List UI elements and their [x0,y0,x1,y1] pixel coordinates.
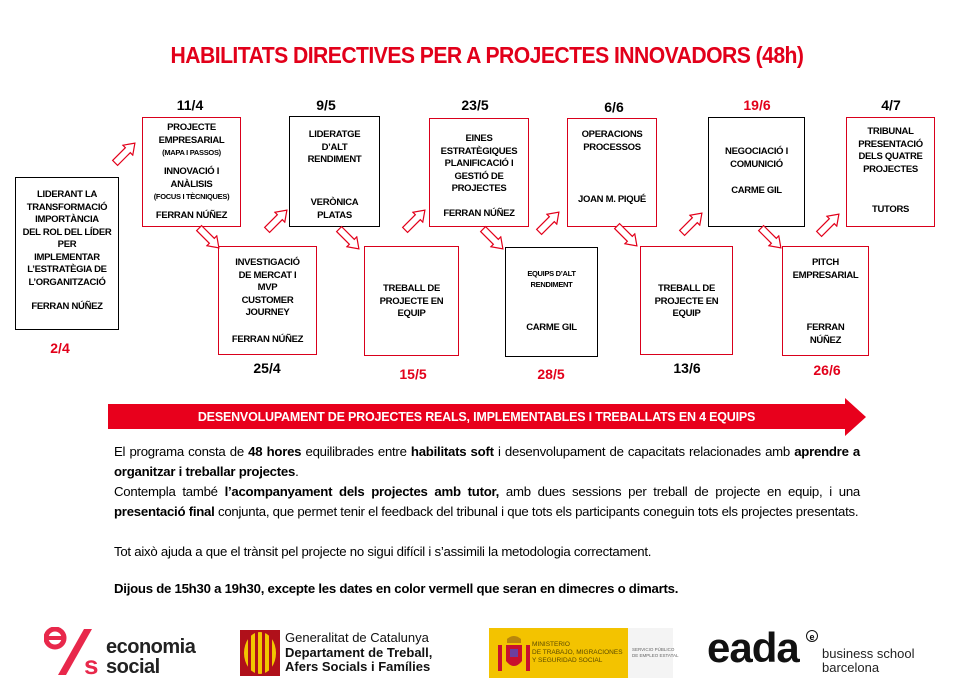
session-box [289,116,380,227]
spain-coat-of-arms-icon [496,631,532,675]
session-topic-line: PER [57,239,77,250]
eada-registered-icon: e [806,630,818,642]
session-speaker: VERÒNICA [310,197,359,208]
session-topic-line: PROCESSOS [583,141,641,153]
schedule-note: Dijous de 15h30 a 19h30, excepte les dates en color vermell que seran en dimecres o dimarts. [114,581,679,596]
session-topic-line: CUSTOMER [241,294,294,306]
generalitat-line2: Departament de Treball, [285,644,433,660]
eada-wordmark: eada [707,624,799,671]
session-topic-line: GESTIÓ DE [454,170,504,182]
session-speaker: FERRAN [806,322,845,333]
session-box [782,246,869,356]
session-date: 2/4 [50,340,70,356]
session-box [15,177,119,330]
session-speaker: NÚÑEZ [809,334,842,346]
description-paragraph-2: Contempla també l’acompanyament dels projectes amb tutor, amb dues sessions per treball de projecte en equip, i una presentació final conjunta, que permet tenir el feedback del tribunal i que tots els participants coneguin tots els projectes presentats. [114,484,860,519]
description-paragraph-3: Tot això ajuda a que el trànsit pel projecte no sigui difícil i s’assimili la metodologia correctament. [114,544,652,559]
session-topic-line: L’ESTRATÈGIA DE [27,264,107,275]
session-topic-line: MVP [257,282,278,293]
session-topic-line: INNOVACIÓ I [163,166,220,177]
page-title: HABILITATS DIRECTIVES PER A PROJECTES INNOVADORS (48h) [170,42,804,68]
arrow-up-right-icon [533,206,566,239]
session-topic-line: TREBALL DE [383,283,440,294]
session-topic-line: ANÀLISIS [170,178,213,190]
session-topic-line: DELS QUATRE [858,151,923,162]
session-topic-line: ESTRATÈGIQUES [440,145,518,157]
session-topic-line: PROJECTE EN [379,295,444,307]
session-topic-line: PROJECTES [451,183,507,194]
session-topic-line: DEL ROL DEL LÍDER [22,226,112,238]
session-date: 11/4 [176,97,204,113]
session-date: 25/4 [253,360,281,376]
session-date: 4/7 [881,97,901,113]
ministerio-side1: SERVICIO PÚBLICO [632,647,675,652]
session-box [708,117,805,227]
generalitat-logo [240,630,460,678]
arrow-up-right-icon [399,204,432,237]
session-topic-line: EQUIP [397,308,426,319]
session-topic-line: PROJECTES [863,163,918,175]
senyera-shield-icon [240,630,280,676]
banner-text: DESENVOLUPAMENT DE PROJECTES REALS, IMPLEMENTABLES I TREBALLATS EN 4 EQUIPS [197,410,756,424]
session-topic-line: COMUNICIÓ [730,158,783,170]
session-topic-line: PRESENTACIÓ [858,138,923,150]
ministerio-side2: DE EMPLEO ESTATAL [632,653,679,658]
session-speaker: CARME GIL [731,185,782,196]
session-speaker: FERRAN NÚÑEZ [155,210,228,221]
session-speaker: JOAN M. PIQUÉ [578,193,646,205]
arrow-up-right-icon [676,207,709,240]
session-box [505,247,598,357]
session-topic-line: INVESTIGACIÓ [235,257,300,268]
session-speaker: CARME GIL [526,321,577,333]
session-topic-line: IMPLEMENTAR [34,251,100,263]
ministerio-line3: Y SEGURIDAD SOCIAL [532,657,603,664]
session-date: 28/5 [537,366,565,382]
arrow-up-right-icon [109,137,142,170]
economia-social-line1: economia [106,636,196,658]
session-box [846,117,935,227]
session-topic-line: TRANSFORMACIÓ [26,201,108,213]
session-topic-line: JOURNEY [245,307,290,318]
session-subtitle: (FOCUS I TÈCNIQUES) [153,192,230,201]
session-box [142,117,241,227]
session-date: 26/6 [813,362,841,378]
economia-social-logo [44,627,214,677]
session-box [364,246,459,356]
session-subtitle: (MAPA I PASSOS) [162,148,221,157]
generalitat-line3: Afers Socials i Famílies [285,659,431,674]
economia-social-line2: social [106,656,160,678]
ministerio-line2: DE TRABAJO, MIGRACIONES [532,649,623,656]
eada-line2: barcelona [822,660,880,675]
session-topic-line: EMPRESARIAL [792,269,859,281]
session-topic-line: EQUIPS D’ALT [527,269,576,278]
session-topic-line: LIDERANT LA [36,189,98,200]
session-topic-line: EQUIP [672,308,701,319]
session-date: 6/6 [604,99,624,115]
session-date: 13/6 [673,360,701,376]
session-speaker: FERRAN NÚÑEZ [443,207,515,219]
eada-logo [707,624,927,678]
session-speaker: PLATAS [317,209,352,221]
session-date: 9/5 [316,97,336,113]
ministerio-logo [489,628,679,678]
session-topic-line: EINES [465,133,493,144]
session-topic-line: PROJECTE EN [654,295,719,307]
session-topic-line: TRIBUNAL [867,126,914,137]
session-box [567,118,657,227]
session-date: 23/5 [461,97,489,113]
session-topic-line: RENDIMENT [307,154,362,165]
eada-line1: business school [822,646,915,661]
arrow-up-right-icon [813,208,846,241]
session-topic-line: OPERACIONS [581,129,643,140]
session-topic-line: IMPORTÀNCIA [35,214,99,225]
session-topic-line: NEGOCIACIÓ I [725,146,788,157]
session-topic-line: D’ALT [321,141,348,153]
session-topic-line: RENDIMENT [530,280,573,289]
session-box [429,118,529,227]
session-topic-line: LIDERATGE [308,129,361,140]
session-box [640,246,733,355]
session-topic-line: L’ORGANITZACIÓ [28,276,106,288]
arrow-down-right-icon [333,223,366,256]
session-topic-line: PITCH [811,257,839,268]
svg-text:s: s [84,650,99,677]
generalitat-line1: Generalitat de Catalunya [285,630,429,645]
session-topic-line: PROJECTE [167,122,216,133]
session-speaker: FERRAN NÚÑEZ [231,333,304,345]
session-topic-line: EMPRESARIAL [158,134,225,146]
session-speaker: FERRAN NÚÑEZ [31,301,103,312]
session-topic-line: TREBALL DE [658,283,715,294]
session-topic-line: DE MERCAT I [238,269,297,281]
session-date: 15/5 [399,366,427,382]
economia-social-mark-icon [44,627,102,677]
session-speaker: TUTORS [871,203,910,215]
session-date: 19/6 [743,97,771,113]
description-paragraph-1: El programa consta de 48 hores equilibrades entre habilitats soft i desenvolupament de capacitats relacionades amb aprendre a organitzar i treballar projectes. [114,444,860,479]
ministerio-line1: MINISTERIO [532,641,570,648]
session-box [218,246,317,355]
session-topic-line: PLANIFICACIÓ I [444,158,514,169]
